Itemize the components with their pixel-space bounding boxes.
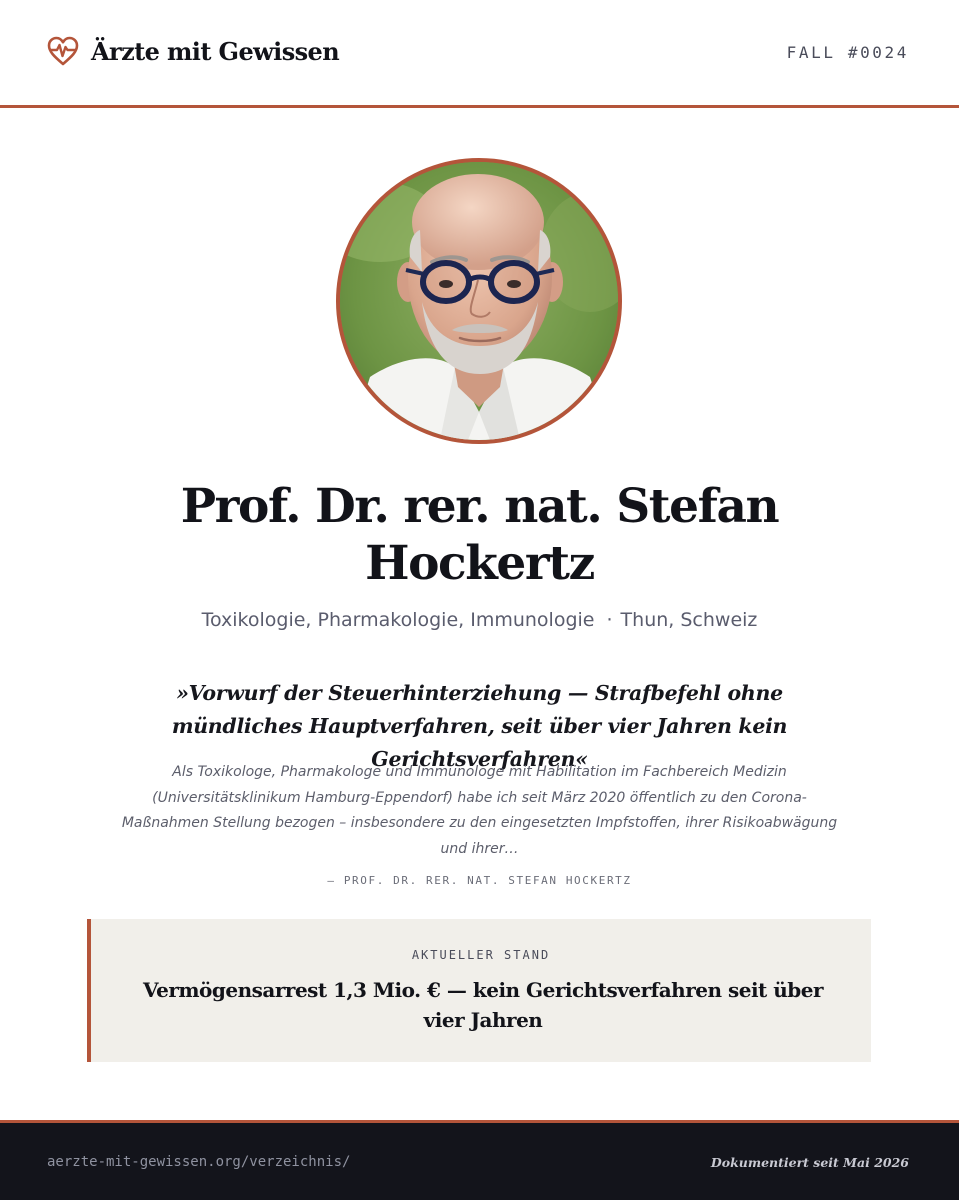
site-footer — [0, 1120, 959, 1200]
meta-separator: · — [606, 609, 613, 631]
case-id: FALL #0024 — [786, 43, 909, 62]
status-box — [87, 919, 871, 1062]
specialties: Toxikologie, Pharmakologie, Immunologie — [201, 609, 595, 631]
person-meta — [0, 609, 959, 631]
location: Thun, Schweiz — [620, 609, 758, 631]
site-header — [0, 0, 959, 108]
status-label: AKTUELLER STAND — [411, 948, 551, 962]
brand-name: Ärzte mit Gewissen — [91, 36, 340, 66]
person-name: Prof. Dr. rer. nat. Stefan Hockertz — [180, 479, 779, 591]
statement-excerpt: Als Toxikologe, Pharmakologe und Immunologe mit Habilitation im Fachbereich Medizin (Universitätsklinikum Hamburg-Eppendorf) habe ich seit März 2020 öffentlich zu den Corona-Maßnahmen Stellung bezogen – insbesondere zu den eingesetzten Impfstoffen, ihrer Risikoabwägung und ihrer… — [121, 764, 838, 857]
portrait-photo — [336, 158, 622, 444]
quote-attribution: — PROF. DR. RER. NAT. STEFAN HOCKERTZ — [327, 874, 632, 887]
directory-link[interactable]: aerzte-mit-gewissen.org/verzeichnis/ — [47, 1154, 351, 1170]
quote-headline: »Vorwurf der Steuerhinterziehung — Strafbefehl ohne mündliches Hauptverfahren, seit über vier Jahren kein Gerichtsverfahren« — [171, 681, 788, 771]
documented-since: Dokumentiert seit Mai 2026 — [710, 1155, 909, 1170]
heart-pulse-icon — [46, 34, 80, 68]
status-text: Vermögensarrest 1,3 Mio. € — kein Gerichtsverfahren seit über vier Jahren — [142, 978, 824, 1032]
brand-logo[interactable] — [46, 34, 339, 68]
